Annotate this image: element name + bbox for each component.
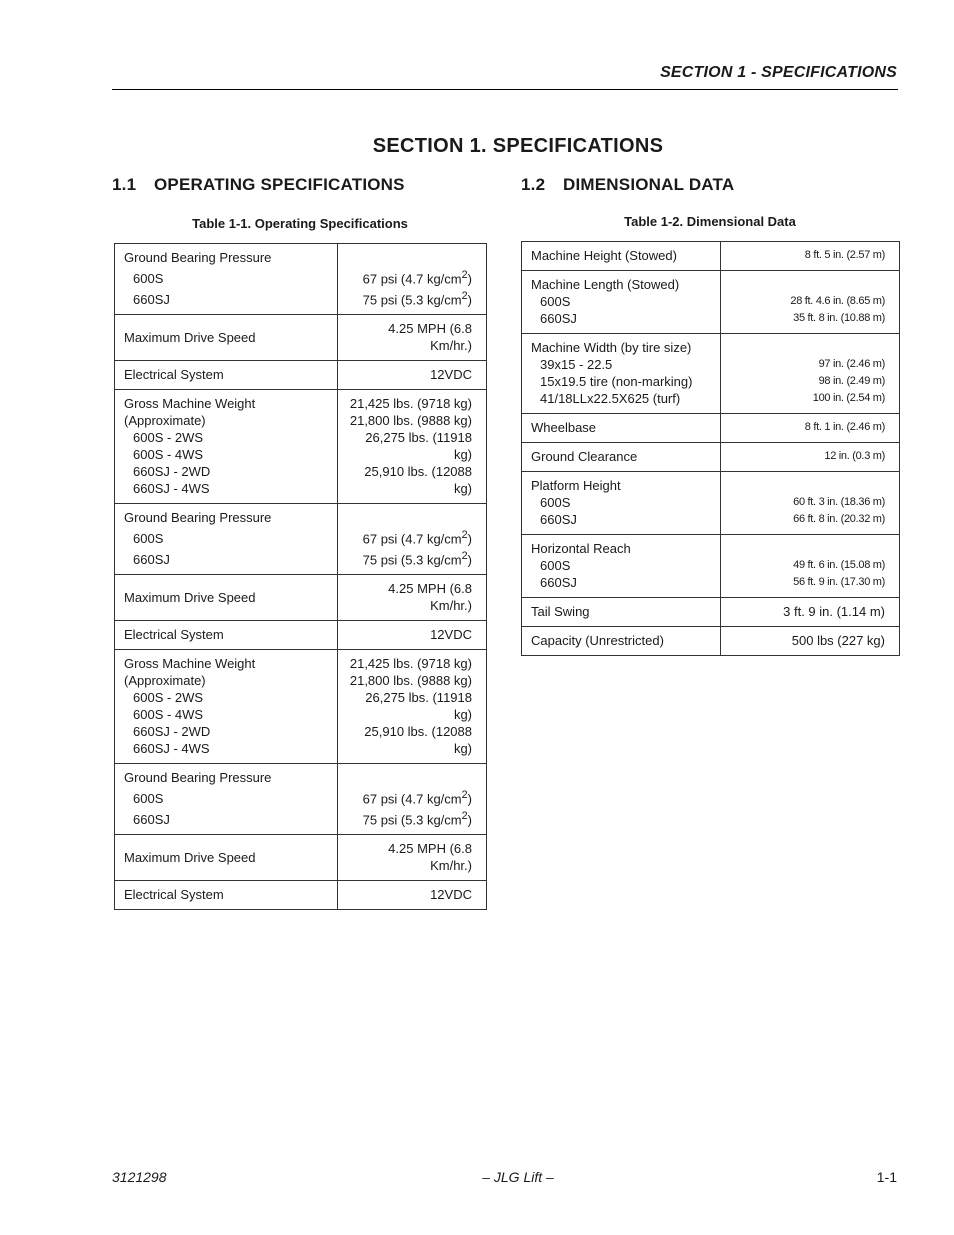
row-value: 12VDC [430,887,472,902]
value-line: 35 ft. 8 in. (10.88 m) [793,312,885,324]
value-line: 21,800 lbs. (9888 kg) [349,413,472,428]
label-cell [522,414,721,443]
row-sublabel: 660SJ [540,311,577,326]
footer-company: – JLG Lift – [482,1169,554,1185]
label-cell [522,535,721,598]
row-sublabel: 660SJ - 2WD [133,724,211,739]
table-caption-1-2: Table 1-2. Dimensional Data [624,214,796,229]
subsection-title: DIMENSIONAL DATA [563,175,735,194]
value-line: 66 ft. 8 in. (20.32 m) [793,513,885,525]
row-label: Ground Bearing Pressure [124,770,272,785]
value-line: 67 psi (4.7 $kg/cm^2$) [362,529,472,547]
row-sublabel: 660SJ [133,292,170,307]
value-line: 100 in. (2.54 m) [812,392,885,404]
row-label: Ground Bearing Pressure [124,250,272,265]
section-title: SECTION 1. SPECIFICATIONS [372,135,664,157]
row-label: Electrical System [124,367,224,382]
row-value: 4.25 MPH (6.8 Km/hr.) [388,581,472,613]
row-label: Machine Length (Stowed) [531,277,680,292]
table-row [115,835,487,881]
row-sublabel: 600S - 4WS [133,447,204,462]
subsection-number: 1.1 [112,175,137,194]
row-sublabel: 660SJ [540,512,577,527]
row-sublabel: 600S [133,531,164,546]
row-label: Tail Swing [531,604,590,619]
table-row [522,334,900,414]
table-row [522,598,900,627]
table-row [115,575,487,621]
value-cell [338,244,487,315]
row-sublabel: 600S - 4WS [133,707,204,722]
value-cell [338,315,487,361]
value-line: 49 ft. 6 in. (15.08 m) [793,559,885,571]
label-cell [522,271,721,334]
table-row [522,627,900,656]
table-row [522,472,900,535]
value-line: 56 ft. 9 in. (17.30 m) [793,576,885,588]
row-label: Wheelbase [531,420,597,435]
footer-page-number: 1-1 [876,1169,897,1185]
label-cell [115,881,338,910]
label-cell [115,390,338,504]
value-line: 75 psi (5.3 $kg/cm^2$) [362,809,472,827]
table-row [115,390,487,504]
value-cell [721,443,900,472]
row-label: Capacity (Unrestricted) [531,633,664,648]
value-line: 21,425 lbs. (9718 kg) [349,396,472,411]
row-label: Ground Clearance [531,449,638,464]
value-cell [338,504,487,575]
value-cell [721,472,900,535]
row-sublabel: 660SJ - 4WS [133,481,210,496]
row-value: 500 lbs (227 kg) [791,633,885,648]
row-sublabel: 600S [540,558,571,573]
table-row [522,414,900,443]
value-line: 60 ft. 3 in. (18.36 m) [793,496,885,508]
label-cell [115,315,338,361]
value-cell [338,881,487,910]
row-label: (Approximate) [124,673,206,688]
label-cell [522,472,721,535]
table-caption-1-1: Table 1-1. Operating Specifications [192,216,408,231]
value-cell [338,835,487,881]
row-label: Machine Height (Stowed) [531,248,677,263]
row-label: Electrical System [124,887,224,902]
row-sublabel: 600S [133,791,164,806]
value-cell [338,390,487,504]
value-cell [338,650,487,764]
table-row [115,361,487,390]
operating-specifications-table [114,243,487,910]
row-label: Platform Height [531,478,621,493]
table-row [522,443,900,472]
table-row [115,244,487,315]
row-sublabel: 660SJ [133,812,170,827]
header-rule [112,89,898,90]
table-row [115,315,487,361]
label-cell [115,621,338,650]
label-cell [522,334,721,414]
label-cell [115,244,338,315]
subsection-heading-1-2 [521,175,734,195]
value-line: 67 psi (4.7 $kg/cm^2$) [362,789,472,807]
value-line: 98 in. (2.49 m) [818,375,885,387]
label-cell [522,443,721,472]
value-line: 26,275 lbs. (11918 kg) [365,430,472,462]
label-cell [115,835,338,881]
row-sublabel: 600S - 2WS [133,690,204,705]
row-value: 12VDC [430,367,472,382]
row-sublabel: 600S - 2WS [133,430,204,445]
row-sublabel: 660SJ [540,575,577,590]
value-cell [721,627,900,656]
value-line: 21,800 lbs. (9888 kg) [349,673,472,688]
row-label: Machine Width (by tire size) [531,340,692,355]
table-row [115,621,487,650]
value-cell [338,575,487,621]
row-label: Maximum Drive Speed [124,329,256,345]
label-cell [115,361,338,390]
value-line: 75 psi (5.3 $kg/cm^2$) [362,549,472,567]
row-label: Gross Machine Weight [124,656,256,671]
value-cell [721,535,900,598]
row-label: Horizontal Reach [531,541,631,556]
label-cell [115,575,338,621]
row-value: 3 ft. 9 in. (1.14 m) [783,604,885,619]
value-line: 28 ft. 4.6 in. (8.65 m) [790,295,885,307]
value-line: 21,425 lbs. (9718 kg) [349,656,472,671]
row-sublabel: 15x19.5 tire (non-marking) [540,374,693,389]
row-sublabel: 600S [540,294,571,309]
table-row [522,535,900,598]
footer-doc-number: 3121298 [112,1169,167,1185]
value-cell [338,621,487,650]
label-cell [522,598,721,627]
subsection-heading-1-1 [112,175,405,195]
subsection-title: OPERATING SPECIFICATIONS [154,175,405,194]
row-sublabel: 660SJ - 4WS [133,741,210,756]
label-cell [115,650,338,764]
value-line: 75 psi (5.3 $kg/cm^2$) [362,289,472,307]
label-cell [522,627,721,656]
value-line: 25,910 lbs. (12088 kg) [364,724,472,756]
row-label: Maximum Drive Speed [124,589,256,605]
value-cell [721,334,900,414]
row-sublabel: 660SJ - 2WD [133,464,211,479]
value-line: 25,910 lbs. (12088 kg) [364,464,472,496]
value-cell [721,242,900,271]
row-sublabel: 41/18LLx22.5X625 (turf) [540,391,681,406]
row-sublabel: 39x15 - 22.5 [540,357,613,372]
table-row [115,764,487,835]
row-label: Ground Bearing Pressure [124,510,272,525]
row-value: 8 ft. 5 in. (2.57 m) [804,249,885,261]
running-header: SECTION 1 - SPECIFICATIONS [660,64,897,81]
row-value: 4.25 MPH (6.8 Km/hr.) [388,841,472,873]
row-label: Electrical System [124,627,224,642]
row-label: Maximum Drive Speed [124,849,256,865]
row-label: (Approximate) [124,413,206,428]
row-value: 12VDC [430,627,472,642]
value-line: 67 psi (4.7 $kg/cm^2$) [362,269,472,287]
row-sublabel: 600S [540,495,571,510]
row-value: 4.25 MPH (6.8 Km/hr.) [388,321,472,353]
table-row [115,650,487,764]
value-cell [721,414,900,443]
table-row [522,242,900,271]
value-cell [721,598,900,627]
row-label: Gross Machine Weight [124,396,256,411]
row-value: 12 in. (0.3 m) [824,450,885,462]
label-cell [115,504,338,575]
label-cell [115,764,338,835]
value-cell [721,271,900,334]
table-row [115,504,487,575]
row-sublabel: 600S [133,271,164,286]
value-line: 26,275 lbs. (11918 kg) [365,690,472,722]
row-sublabel: 660SJ [133,552,170,567]
dimensional-data-table [521,241,900,656]
value-line: 97 in. (2.46 m) [818,358,885,370]
value-cell [338,764,487,835]
label-cell [522,242,721,271]
table-row [522,271,900,334]
subsection-number: 1.2 [521,175,546,194]
value-cell [338,361,487,390]
table-row [115,881,487,910]
row-value: 8 ft. 1 in. (2.46 m) [804,421,885,433]
